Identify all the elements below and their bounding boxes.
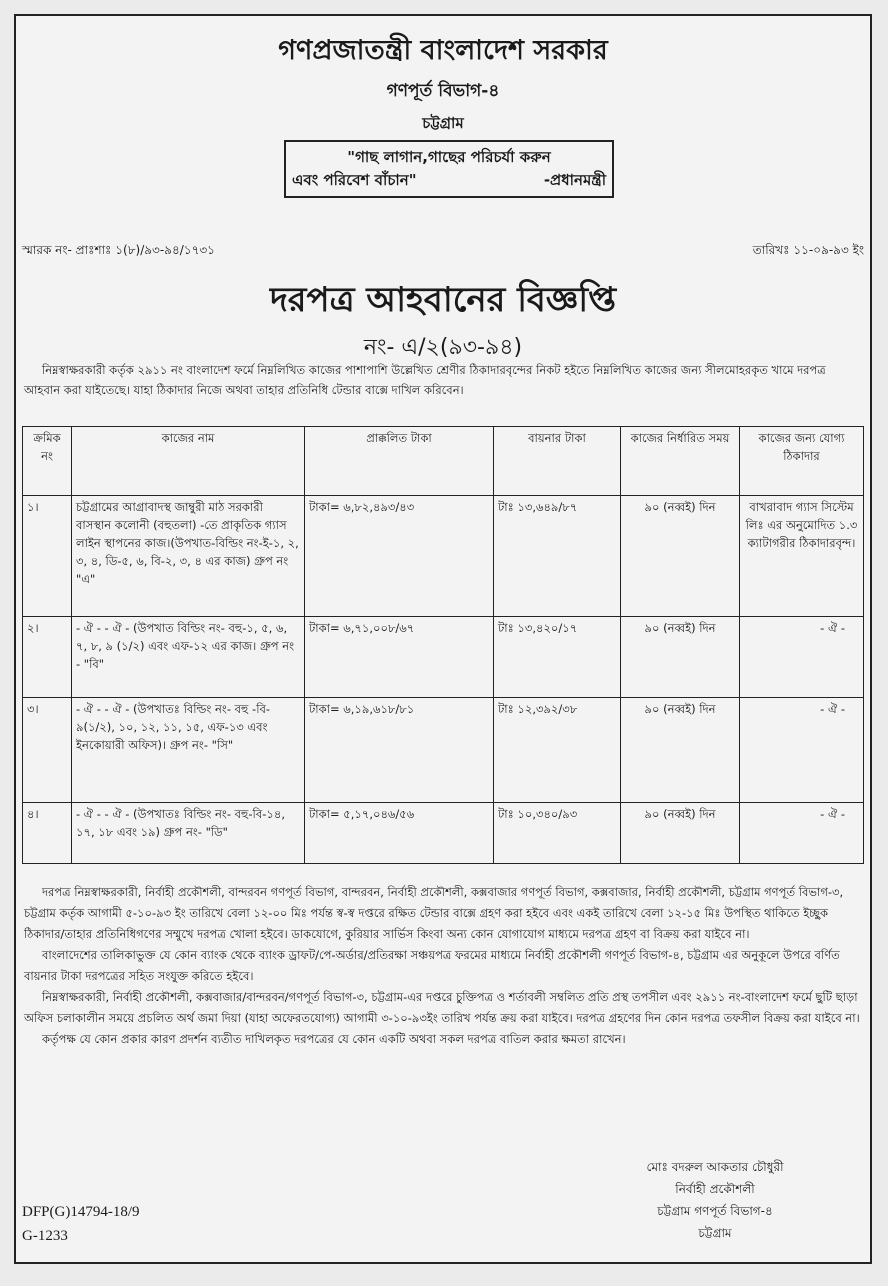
header-earnest-money: বায়নার টাকা <box>494 427 621 496</box>
header-work-name: কাজের নাম <box>72 427 305 496</box>
cell-work-name: - ঐ - - ঐ - (উপখাতঃ বিল্ডিং নং- বহু-বি-১৪, ১৭, ১৮ এবং ১৯) গ্রুপ নং- "ডি" <box>72 803 305 864</box>
cell-serial: ২। <box>23 617 72 698</box>
cell-work-name: - ঐ - - ঐ - (উপখাত বিল্ডিং নং- বহু-১, ৫, ৬, ৭, ৮, ৯ (১/২) এবং এফ-১২ এর কাজ। গ্রুপ নং - "বি" <box>72 617 305 698</box>
government-name: গণপ্রজাতন্ত্রী বাংলাদেশ সরকার <box>278 35 608 66</box>
table-row <box>23 496 864 617</box>
dfp-code: DFP(G)14794-18/9 <box>22 1204 140 1220</box>
header-serial: ক্রমিক নং <box>23 427 72 496</box>
table-row <box>23 617 864 698</box>
cell-earnest-money: টাঃ ১৩,৬৪৯/৮৭ <box>494 496 621 617</box>
city-name: চট্টগ্রাম <box>422 114 464 132</box>
tender-number: নং- এ/২(৯৩-৯৪) <box>363 335 523 360</box>
notice-date: তারিখঃ ১১-০৯-৯৩ ইং <box>752 243 864 257</box>
memo-number: স্মারক নং- প্রাঃশাঃ ১(৮)/৯৩-৯৪/১৭৩১ <box>22 243 215 257</box>
header-eligible-contractor: কাজের জন্য যোগ্য ঠিকাদার <box>740 427 864 496</box>
slogan-line-2 <box>292 169 606 192</box>
body-paragraph-submission: দরপত্র নিম্নস্বাক্ষরকারী, নির্বাহী প্রকৌশলী, বান্দরবন গণপূর্ত বিভাগ, বান্দরবন, নির্বাহী প্রকৌশলী, কক্সবাজার গণপূর্ত বিভাগ, কক্সবাজার, নির্বাহী প্রকৌশলী, চট্টগ্রাম গণপূর্ত বিভাগ-৩, চট্টগ্রাম কর্তৃক আগামী ৫-১০-৯৩ ইং তারিখে বেলা ১২-০০ মিঃ পর্যন্ত স্ব-স্ব দপ্তরে রক্ষিত টেন্ডার বাক্সে গ্রহণ করা হইবে এবং একই তারিখে বেলা ১২-১৫ মিঃ উপস্থিত থাকিতে ইচ্ছুক ঠিকাদার/তাহার প্রতিনিধিগণের সম্মুখে দরপত্র খোলা হইবে। ডাকযোগে, কুরিয়ার সার্ভিস কিংবা অন্য কোন যোগাযোগ মাধ্যমে দরপত্র গ্রহণ বা বিক্রয় করা যাইবে না। <box>24 885 844 941</box>
intro-paragraph: নিম্নস্বাক্ষরকারী কর্তৃক ২৯১১ নং বাংলাদেশ ফর্মে নিম্নলিখিত কাজের পাশাপাশি উল্লেখিত শ্রেণীর ঠিকাদারবৃন্দের নিকট হইতে নিম্নলিখিত কাজের জন্য সীলমোহরকৃত খামে দরপত্র আহবান করা যাইতেছে। যাহা ঠিকাদার নিজে অথবা তাহার প্রতিনিধি টেন্ডার বাক্সে দাখিল করিবেন। <box>24 363 826 397</box>
cell-eligible-contractor: - ঐ - <box>740 617 864 698</box>
cell-earnest-money: টাঃ ১৩,৪২০/১৭ <box>494 617 621 698</box>
signature-block <box>600 1156 830 1244</box>
slogan-line-1: "গাছ লাগান,গাছের পরিচর্যা করুন <box>347 148 551 166</box>
cell-estimated-cost: টাকা= ৫,১৭,০৪৬/৫৬ <box>305 803 494 864</box>
header-completion-time: কাজের নির্ধারিত সময় <box>621 427 740 496</box>
cell-eligible-contractor: - ঐ - <box>740 803 864 864</box>
signatory-designation: নির্বাহী প্রকৌশলী <box>675 1182 755 1196</box>
cell-serial: ৪। <box>23 803 72 864</box>
body-paragraph-authority: কর্তৃপক্ষ যে কোন প্রকার কারণ প্রদর্শন ব্যতীত দাখিলকৃত দরপত্রের যে কোন একটি অথবা সকল দরপত্র বাতিল করার ক্ষমতা রাখেন। <box>42 1032 626 1046</box>
signatory-office: চট্টগ্রাম গণপূর্ত বিভাগ-৪ <box>657 1204 773 1218</box>
cell-eligible-contractor: বাখরাবাদ গ্যাস সিস্টেম লিঃ এর অনুমোদিত ১.৩ ক্যাটাগরীর ঠিকাদারবৃন্দ। <box>740 496 864 617</box>
cell-completion-time: ৯০ (নব্বই) দিন <box>621 698 740 803</box>
body-paragraph-earnest-money: বাংলাদেশের তালিকাভুক্ত যে কোন ব্যাংক থেকে ব্যাংক ড্রাফট/পে-অর্ডার/প্রতিরক্ষা সঞ্চয়পত্র ফরমের মাধ্যমে নির্বাহী প্রকৌশলী গণপূর্ত বিভাগ-৪, চট্টগ্রাম এর অনুকূলে উপরে বর্ণিত বায়নার টাকা দরপত্রের সহিত সংযুক্ত করিতে হইবে। <box>24 948 840 983</box>
cell-completion-time: ৯০ (নব্বই) দিন <box>621 617 740 698</box>
header-estimated-cost: প্রাক্কলিত টাকা <box>305 427 494 496</box>
tender-table <box>22 426 864 864</box>
table-row <box>23 698 864 803</box>
notice-body <box>24 882 862 1050</box>
cell-work-name: - ঐ - - ঐ - (উপখাতঃ বিল্ডিং নং- বহু -বি- ৯(১/২), ১০, ১২, ১১, ১৫, এফ-১৩ এবং ইনকোয়ারী অফিস)। গ্রুপ নং- "সি" <box>72 698 305 803</box>
body-paragraph-schedule-sale: নিম্নস্বাক্ষরকারী, নির্বাহী প্রকৌশলী, কক্সবাজার/বান্দরবন/গণপূর্ত বিভাগ-৩, চট্টগ্রাম-এর দপ্তরে চুক্তিপত্র ও শর্তাবলী সম্বলিত প্রতি প্রস্থ তপসীল এবং ২৯১১ নং-বাংলাদেশ ফর্মে ছুটি ছাড়া অফিস চলাকালীন সময়ে প্রচলিত অর্থ জমা দিয়া (যাহা অফেরতযোগ্য) আগামী ৩-১০-৯৩ইং তারিখ পর্যন্ত ক্রয় করা যাইবে। দরপত্র গ্রহণের দিন কোন দরপত্র তফসীল বিক্রয় করা যাইবে না। <box>24 990 860 1025</box>
slogan-attribution: -প্রধানমন্ত্রী <box>543 171 606 189</box>
signatory-name: মোঃ বদরুল আকতার চৌধুরী <box>646 1160 784 1174</box>
cell-serial: ১। <box>23 496 72 617</box>
cell-estimated-cost: টাকা= ৬,৭১,০০৮/৬৭ <box>305 617 494 698</box>
table-header-row <box>23 427 864 496</box>
cell-completion-time: ৯০ (নব্বই) দিন <box>621 496 740 617</box>
cell-completion-time: ৯০ (নব্বই) দিন <box>621 803 740 864</box>
division-name: গণপূর্ত বিভাগ-৪ <box>386 81 500 101</box>
cell-estimated-cost: টাকা= ৬,১৯,৬১৮/৮১ <box>305 698 494 803</box>
cell-work-name: চট্টগ্রামের আগ্রাবাদস্থ জাম্বুরী মাঠ সরকারী বাসস্থান কলোনী (বহুতলা) -তে প্রাকৃতিক গ্যাস লাইন স্থাপনের কাজ।(উপখাত-বিল্ডিং নং-ই-১, ২, ৩, ৪, ডি-৫, ৬, বি-২, ৩, ৪ এর কাজ) গ্রুপ নং "এ" <box>72 496 305 617</box>
cell-earnest-money: টাঃ ১২,৩৯২/৩৮ <box>494 698 621 803</box>
cell-earnest-money: টাঃ ১০,৩৪০/৯৩ <box>494 803 621 864</box>
cell-eligible-contractor: - ঐ - <box>740 698 864 803</box>
reference-line <box>22 242 864 262</box>
tender-notice-sheet <box>14 14 872 1264</box>
slogan-line-2-text: এবং পরিবেশ বাঁচান" <box>292 171 417 189</box>
signatory-city: চট্টগ্রাম <box>698 1226 732 1240</box>
slogan-box <box>284 140 614 198</box>
g-code: G-1233 <box>22 1228 68 1244</box>
table-row <box>23 803 864 864</box>
notice-title: দরপত্র আহবানের বিজ্ঞপ্তি <box>269 280 617 320</box>
cell-estimated-cost: টাকা= ৬,৮২,৪৯৩/৪৩ <box>305 496 494 617</box>
cell-serial: ৩। <box>23 698 72 803</box>
